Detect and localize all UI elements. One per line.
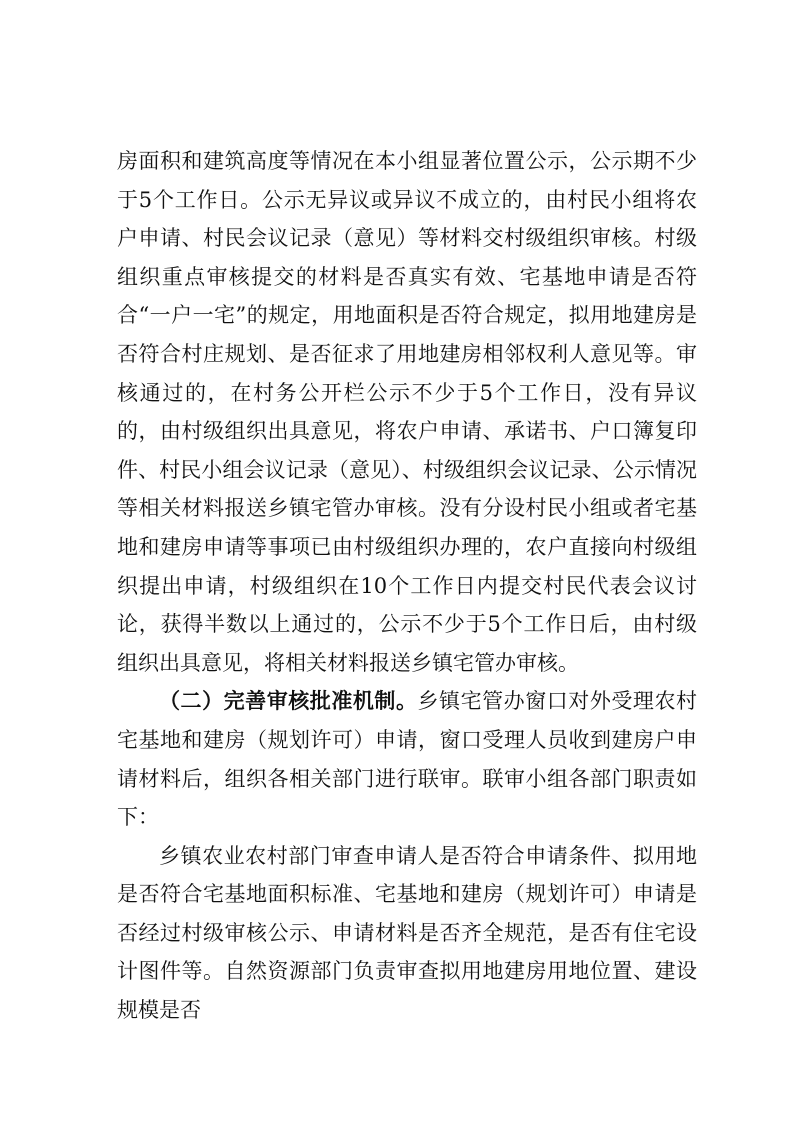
paragraph-2 bbox=[117, 682, 697, 836]
paragraph-3-text: 乡镇农业农村部门审查申请人是否符合申请条件、拟用地是否符合宅基地面积标准、宅基地和建房（规划许可）申请是否经过村级审核公示、申请材料是否齐全规范，是否有住宅设计图件等。自然资源部门负责审查拟用地建房用地位置、建设规模是否 bbox=[117, 843, 697, 1023]
section-heading: （二）完善审核批准机制。 bbox=[159, 688, 418, 714]
paragraph-3 bbox=[117, 837, 697, 1030]
paragraph-1 bbox=[117, 142, 697, 682]
paragraph-1-text: 房面积和建筑高度等情况在本小组显著位置公示，公示期不少于5个工作日。公示无异议或异议不成立的，由村民小组将农户申请、村民会议记录（意见）等材料交村级组织审核。村级组织重点审核提交的材料是否真实有效、宅基地申请是否符合“一户一宅”的规定，用地面积是否符合规定，拟用地建房是否符合村庄规划、是否征求了用地建房相邻权利人意见等。审核通过的，在村务公开栏公示不少于5个工作日，没有异议的，由村级组织出具意见，将农户申请、承诺书、户口簿复印件、村民小组会议记录（意见）、村级组织会议记录、公示情况等相关材料报送乡镇宅管办审核。没有分设村民小组或者宅基地和建房申请等事项已由村级组织办理的，农户直接向村级组织提出申请，村级组织在10个工作日内提交村民代表会议讨论，获得半数以上通过的，公示不少于5个工作日后，由村级组织出具意见，将相关材料报送乡镇宅管办审核。 bbox=[117, 149, 697, 675]
paragraph-2-text: 乡镇宅管办窗口对外受理农村宅基地和建房（规划许可）申请，窗口受理人员收到建房户申请材料后，组织各相关部门进行联审。联审小组各部门职责如下： bbox=[117, 689, 697, 830]
body-text bbox=[117, 142, 697, 1030]
